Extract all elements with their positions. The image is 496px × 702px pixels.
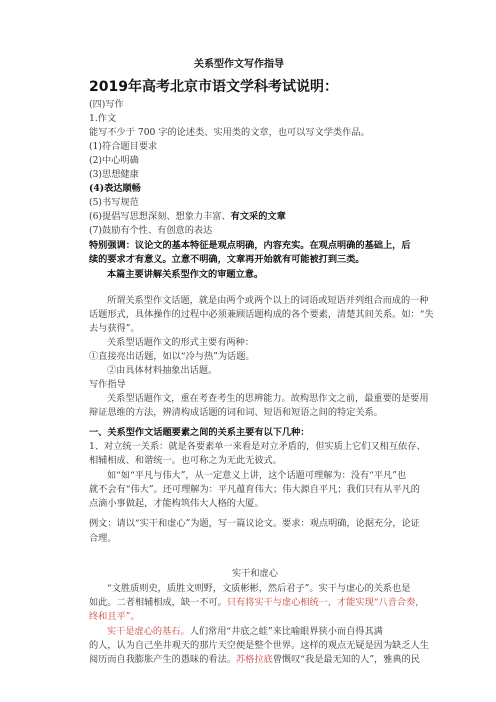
para5-line2: 就不会有“伟大”。还可理解为：平凡蕴育伟大；伟大源自平凡；我们只有从平凡的 bbox=[89, 484, 420, 495]
essay-para2-line3-b: 曾慨叹“我是最无知的人”，雅典的民 bbox=[272, 654, 420, 665]
essay-title: 实干和虚心 bbox=[232, 568, 278, 579]
para1-line2: 话题形式，具体操作的过程中必须兼顾话题构成的各个要素，清楚其间关系。如：“失 bbox=[89, 309, 434, 320]
writing-guide-label: 写作指导 bbox=[89, 379, 126, 390]
para3-line2: 辩证思维的方法，辨清构成话题的词和词、短语和短语之间的特定关系。 bbox=[89, 407, 383, 418]
para3-line1: 关系型话题作文，重在考查考生的思辨能力。故构思作文之前，最重要的是要用 bbox=[107, 393, 429, 404]
essay-highlight-2: 终和且平”。 bbox=[89, 611, 140, 622]
para2-item-b: ②由具体材料抽象出话题。 bbox=[107, 365, 218, 376]
doc-heading: 2019年高考北京市语文学科考试说明： bbox=[89, 79, 338, 95]
item-1: 1.作文 bbox=[89, 113, 117, 124]
essay-para1-line2 bbox=[89, 597, 424, 609]
requirement-6-text: (6)提倡写思想深刻、想象力丰富、 bbox=[89, 211, 231, 222]
requirement-6-emphasis: 有文采的文章 bbox=[230, 211, 286, 222]
essay-para2-line1 bbox=[107, 626, 383, 638]
section-4: (四)写作 bbox=[89, 99, 124, 110]
example-line2: 合理。 bbox=[89, 533, 117, 544]
para1-line3: 去与获得”。 bbox=[89, 323, 140, 334]
para5-line1: 如“如“平凡与伟大”，从一定意义上讲，这个话题可理解为：没有“平凡”也 bbox=[107, 470, 407, 481]
para4-line2: 相辅相成、和谐统一。也可称之为无此无彼式。 bbox=[89, 455, 282, 466]
focus-statement: 本篇主要讲解关系型作文的审题立意。 bbox=[107, 269, 264, 280]
requirement-4: (4)表达顺畅 bbox=[89, 183, 141, 194]
requirement-3: (3)思想健康 bbox=[89, 169, 139, 180]
essay-para1-line2-text: 如此。二者相辅相成，缺一不可。 bbox=[89, 597, 227, 608]
requirement-2: (2)中心明确 bbox=[89, 155, 139, 166]
requirement-7: (7)鼓励有个性、有创意的表达 bbox=[89, 225, 213, 236]
essay-highlight-3: 实干是虚心的基石。 bbox=[107, 626, 190, 637]
example-line1: 例文：请以“实干和虚心”为题，写一篇议论文。要求：观点明确，论据充分，论证 bbox=[89, 518, 420, 529]
essay-para2-line3 bbox=[89, 654, 420, 666]
essay-para2-line2: 的人，认为自己坐井观天的那片天空便是整个世界。这样的观点无疑是因为缺乏人生 bbox=[89, 640, 429, 651]
essay-highlight-4: 苏格拉底 bbox=[236, 654, 273, 665]
para5-line3: 点滴小事做起，才能构筑伟大人格的大厦。 bbox=[89, 498, 264, 509]
requirement-1: (1)符合题目要求 bbox=[89, 141, 158, 152]
para4-line1: 1、对立统一关系：就是各要素单一来看是对立矛盾的，但实质上它们又相互依存、 bbox=[89, 441, 426, 452]
essay-para2-line3-a: 阅历而自我膨胀产生的愚昧的看法。 bbox=[89, 654, 236, 665]
para2-item-a: ①直接亮出话题，如以“冷与热”为话题。 bbox=[89, 351, 255, 362]
requirements-intro: 能写不少于 700 字的论述类、实用类的文章，也可以写文学类作品。 bbox=[89, 127, 370, 138]
requirement-6 bbox=[89, 211, 286, 223]
section-heading-1: 一、关系型作文话题要素之间的关系主要有以下几种： bbox=[89, 427, 310, 438]
essay-para1-line1: “文胜质则史，质胜文则野，文质彬彬，然后君子”。实干与虚心的关系也是 bbox=[107, 583, 411, 594]
essay-highlight-1: 只有将实干与虚心相统一，才能实现“八音合奏， bbox=[226, 597, 425, 608]
requirement-5: (5)书写规范 bbox=[89, 197, 139, 208]
para1-line1: 所谓关系型作文话题，就是由两个或两个以上的词语或短语并列组合而成的一种 bbox=[107, 295, 429, 306]
emphasis-line-1: 特别强调：议论文的基本特征是观点明确，内容充实。在观点明确的基础上，后 bbox=[89, 240, 411, 251]
emphasis-line-2: 续的要求才有意义。立意不明确，文章再开始就有可能被打到三类。 bbox=[89, 254, 365, 265]
doc-title: 关系型作文写作指导 bbox=[194, 59, 284, 70]
para2: 关系型话题作文的形式主要有两种： bbox=[107, 337, 254, 348]
essay-para2-line1-text: 人们常用“井底之蛙”来比喻眼界狭小而自得其满 bbox=[189, 626, 383, 637]
